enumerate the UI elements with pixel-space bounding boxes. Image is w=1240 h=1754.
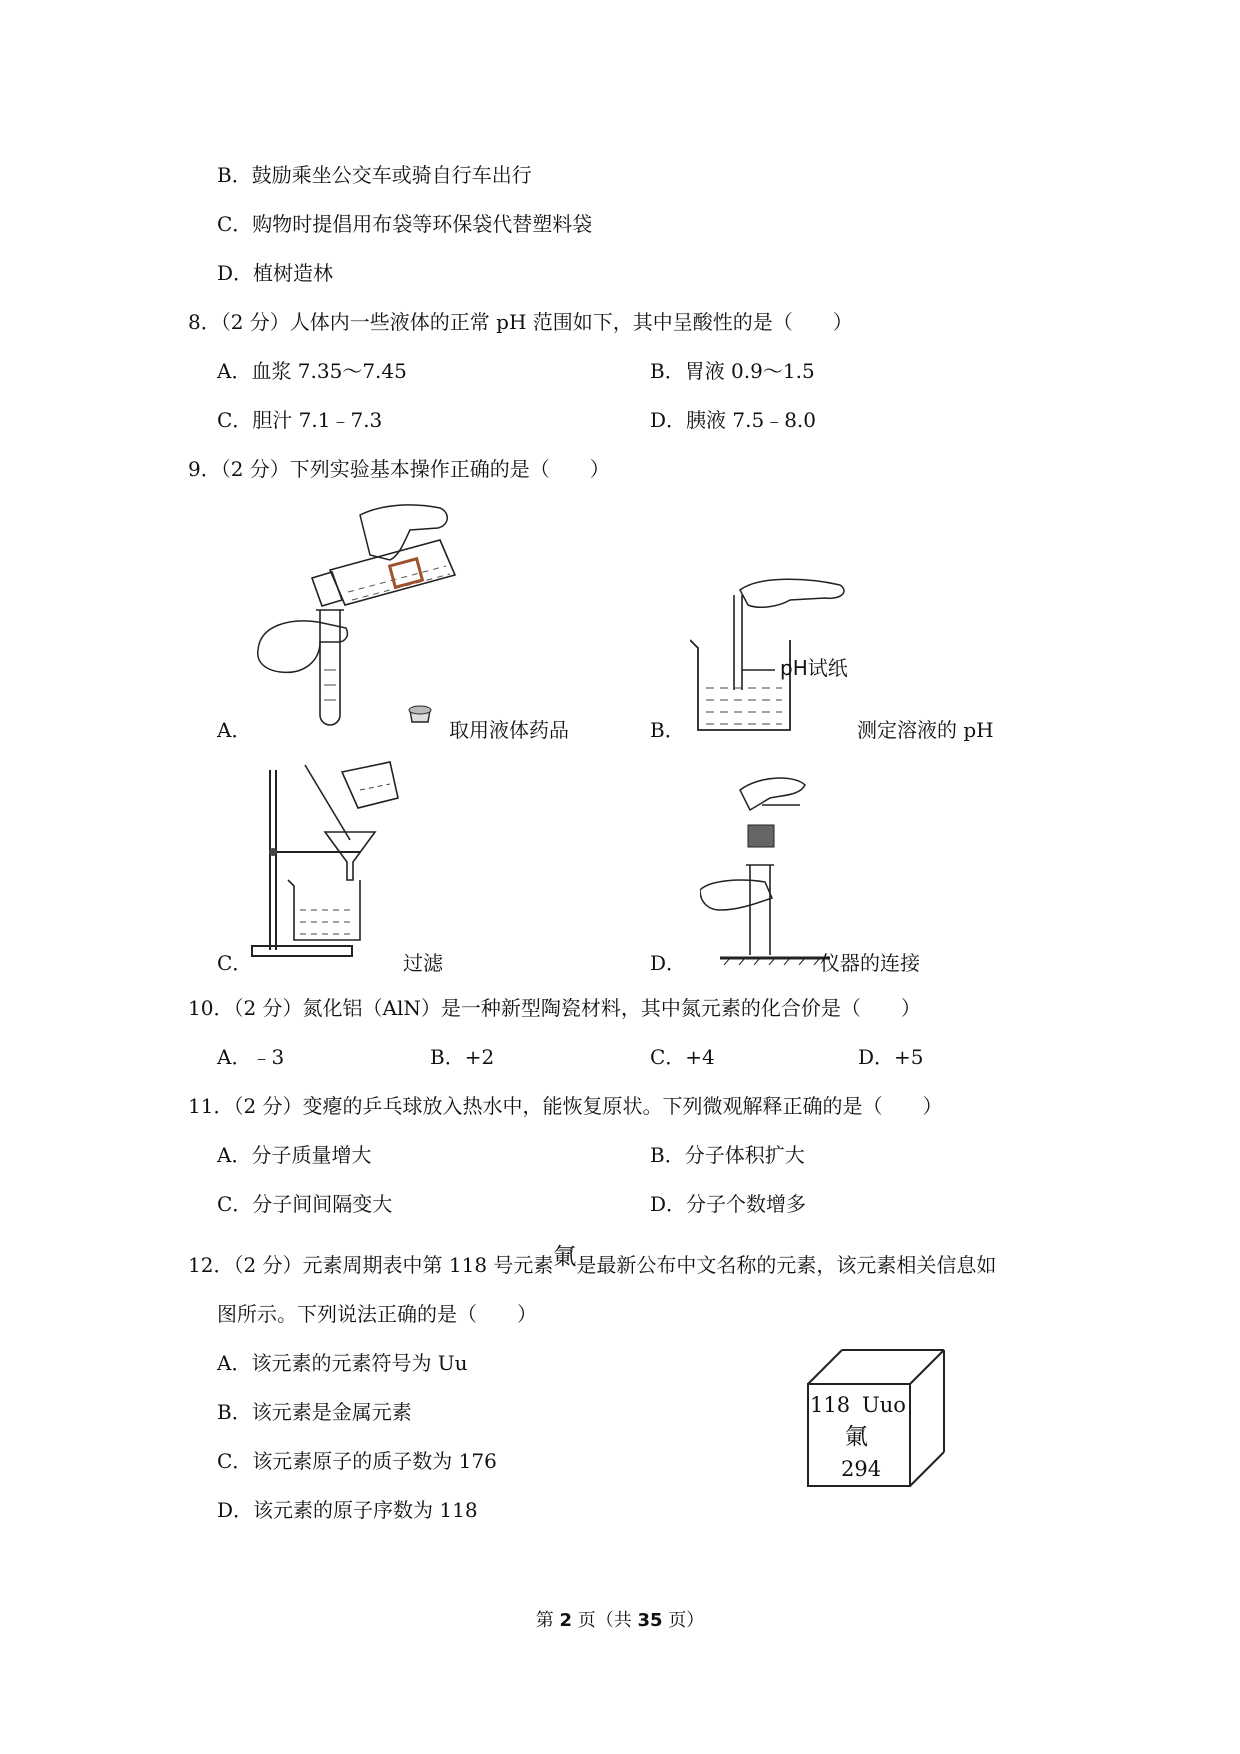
q11-option-b: B．分子体积扩大: [650, 1143, 805, 1167]
q9-stem: 9．（2 分）下列实验基本操作正确的是（ ）: [188, 457, 610, 481]
footer-prefix: 第: [535, 1610, 560, 1631]
q9-option-c-caption: 过滤: [403, 951, 443, 975]
q11-option-a: A．分子质量增大: [217, 1143, 372, 1167]
q7-option-b: B．鼓励乘坐公交车或骑自行车出行: [217, 163, 532, 187]
q11-option-c: C．分子间间隔变大: [217, 1192, 393, 1216]
q9-option-c-letter: C．: [217, 951, 253, 975]
figure-pouring-liquid: [250, 500, 470, 740]
figure-instrument-connection: [700, 770, 830, 965]
q12-stem-line1: [188, 1244, 997, 1278]
q10-stem: 10．（2 分）氮化铝（AlN）是一种新型陶瓷材料，其中氮元素的化合价是（ ）: [188, 996, 921, 1020]
q12-option-a: A．该元素的元素符号为 Uu: [217, 1351, 468, 1375]
q8-option-a: A．血浆 7.35～7.45: [217, 359, 407, 383]
element-name: 氭: [845, 1424, 868, 1450]
page-footer: [0, 1606, 1240, 1632]
footer-middle: 页（共: [572, 1610, 638, 1631]
q9-option-a-letter: A．: [217, 718, 252, 742]
q7-option-c: C．购物时提倡用布袋等环保袋代替塑料袋: [217, 212, 593, 236]
figure-ph-paper-label: pH试纸: [780, 656, 848, 680]
q12-option-d: D．该元素的原子序数为 118: [217, 1498, 478, 1522]
q8-option-d: D．胰液 7.5﹣8.0: [650, 408, 817, 432]
footer-total-pages: 35: [637, 1610, 663, 1631]
q12-element-char: 氭: [553, 1244, 577, 1270]
figure-filtration: [250, 760, 410, 960]
q12-stem-part2: 是最新公布中文名称的元素，该元素相关信息如: [576, 1253, 997, 1277]
q12-option-b: B．该元素是金属元素: [217, 1400, 412, 1424]
q12-option-c: C．该元素原子的质子数为 176: [217, 1449, 497, 1473]
q12-stem-part1: 12．（2 分）元素周期表中第 118 号元素: [188, 1253, 554, 1277]
q10-option-d: D．+5: [858, 1045, 924, 1069]
element-symbol: Uuo: [862, 1393, 906, 1417]
element-atomic-mass: 294: [841, 1457, 882, 1481]
q9-option-b-letter: B．: [650, 718, 685, 742]
q10-option-a: A．﹣3: [217, 1045, 285, 1069]
q8-option-b: B．胃液 0.9～1.5: [650, 359, 815, 383]
q8-option-c: C．胆汁 7.1﹣7.3: [217, 408, 383, 432]
footer-page-number: 2: [559, 1610, 572, 1631]
q9-option-d-caption: 仪器的连接: [820, 951, 920, 975]
q10-option-b: B．+2: [430, 1045, 495, 1069]
footer-suffix: 页）: [662, 1610, 705, 1631]
q11-option-d: D．分子个数增多: [650, 1192, 807, 1216]
q9-option-a-caption: 取用液体药品: [449, 718, 569, 742]
element-atomic-number: 118: [810, 1393, 851, 1417]
q9-option-b-caption: 测定溶液的 pH: [857, 718, 994, 742]
q10-option-c: C．+4: [650, 1045, 715, 1069]
q12-stem-line2: 图所示。下列说法正确的是（ ）: [217, 1302, 537, 1326]
q9-option-d-letter: D．: [650, 951, 687, 975]
q8-stem: 8．（2 分）人体内一些液体的正常 pH 范围如下，其中呈酸性的是（ ）: [188, 310, 853, 334]
q7-option-d: D．植树造林: [217, 261, 334, 285]
q11-stem: 11．（2 分）变瘪的乒乓球放入热水中，能恢复原状。下列微观解释正确的是（ ）: [188, 1094, 943, 1118]
